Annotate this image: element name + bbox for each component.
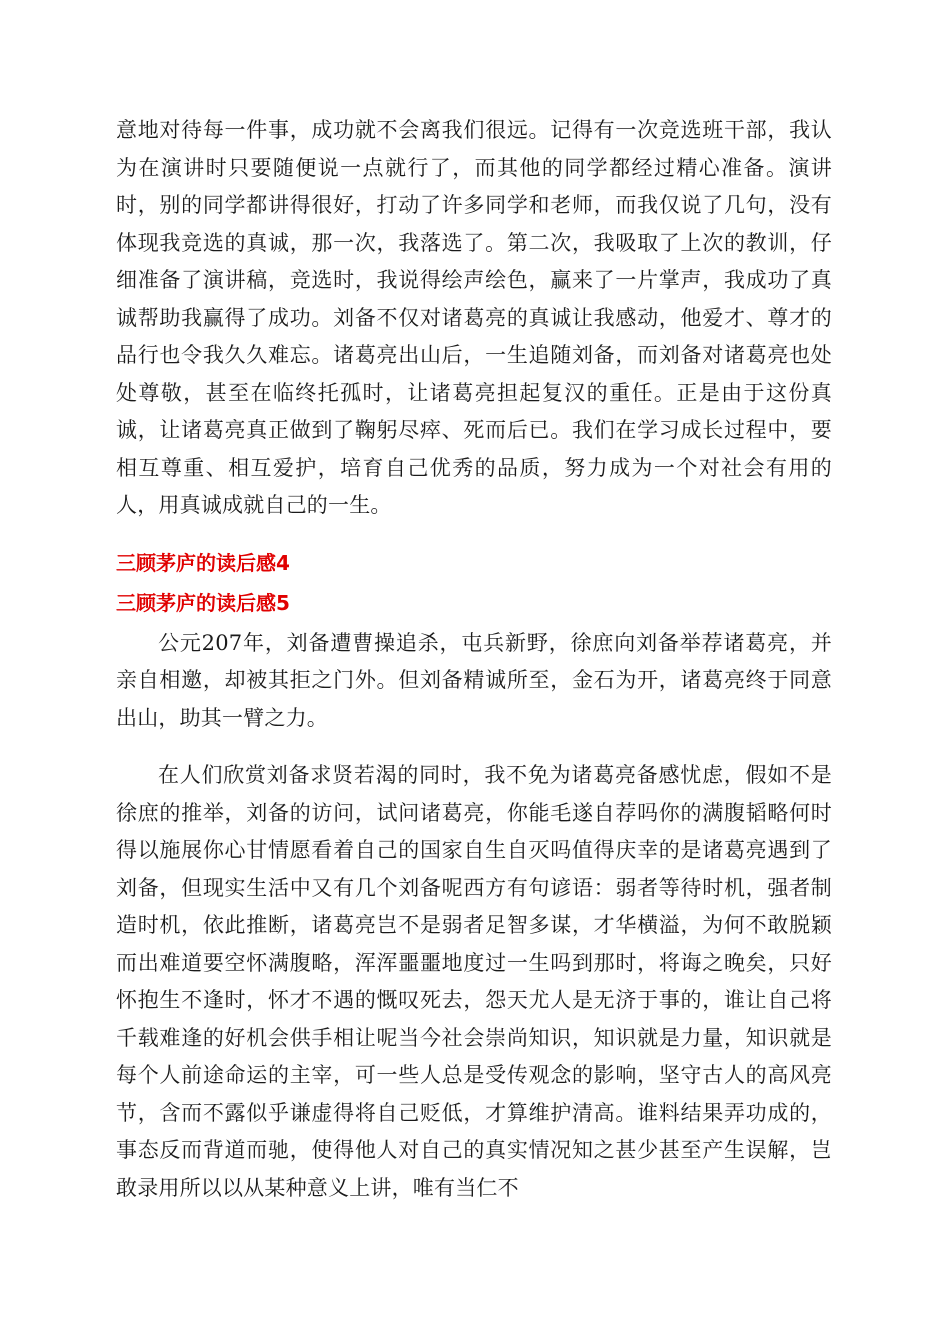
- section-heading-4: 三顾茅庐的读后感4: [116, 550, 290, 575]
- section-heading-5: 三顾茅庐的读后感5: [116, 590, 290, 615]
- body-paragraph: 意地对待每一件事，成功就不会离我们很远。记得有一次竞选班干部，我认为在演讲时只要随便说一点就行了，而其他的同学都经过精心准备。演讲时，别的同学都讲得很好，打动了许多同学和老师，而我仅说了几句，没有体现我竞选的真诚，那一次，我落选了。第二次，我吸取了上次的教训，仔细准备了演讲稿，竞选时，我说得绘声绘色，赢来了一片掌声，我成功了真诚帮助我赢得了成功。刘备不仅对诸葛亮的真诚让我感动，他爱才、尊才的品行也令我久久难忘。诸葛亮出山后，一生追随刘备，而刘备对诸葛亮也处处尊敬，甚至在临终托孤时，让诸葛亮担起复汉的重任。正是由于这份真诚，让诸葛亮真正做到了鞠躬尽瘁、死而后已。我们在学习成长过程中，要相互尊重、相互爱护，培育自己优秀的品质，努力成为一个对社会有用的人，用真诚成就自己的一生。: [116, 118, 832, 517]
- body-paragraph: 在人们欣赏刘备求贤若渴的同时，我不免为诸葛亮备感忧虑，假如不是徐庶的推举，刘备的访问，试问诸葛亮，你能毛遂自荐吗你的满腹韬略何时得以施展你心甘情愿看着自己的国家自生自灭吗值得庆幸的是诸葛亮遇到了刘备，但现实生活中又有几个刘备呢西方有句谚语：弱者等待时机，强者制造时机，依此推断，诸葛亮岂不是弱者足智多谋，才华横溢，为何不敢脱颖而出难道要空怀满腹略，浑浑噩噩地度过一生吗到那时，将诲之晚矣，只好怀抱生不逢时，怀才不遇的慨叹死去，怨天尤人是无济于事的，谁让自己将千载难逢的好机会供手相让呢当今社会崇尚知识，知识就是力量，知识就是每个人前途命运的主宰，可一些人总是受传观念的影响，坚守古人的高风亮节，含而不露似乎谦虚得将自己贬低，才算维护清高。谁料结果弄功成的，事态反而背道而驰，使得他人对自己的真实情况知之甚少甚至产生误解，岂敢录用所以以从某种意义上讲，唯有当仁不: [116, 763, 832, 1200]
- body-paragraph: 公元207年，刘备遭曹操追杀，屯兵新野，徐庶向刘备举荐诸葛亮，并亲自相邀，却被其拒之门外。但刘备精诚所至，金石为开，诸葛亮终于同意出山，助其一臂之力。: [116, 630, 832, 730]
- document-page: [116, 112, 832, 1207]
